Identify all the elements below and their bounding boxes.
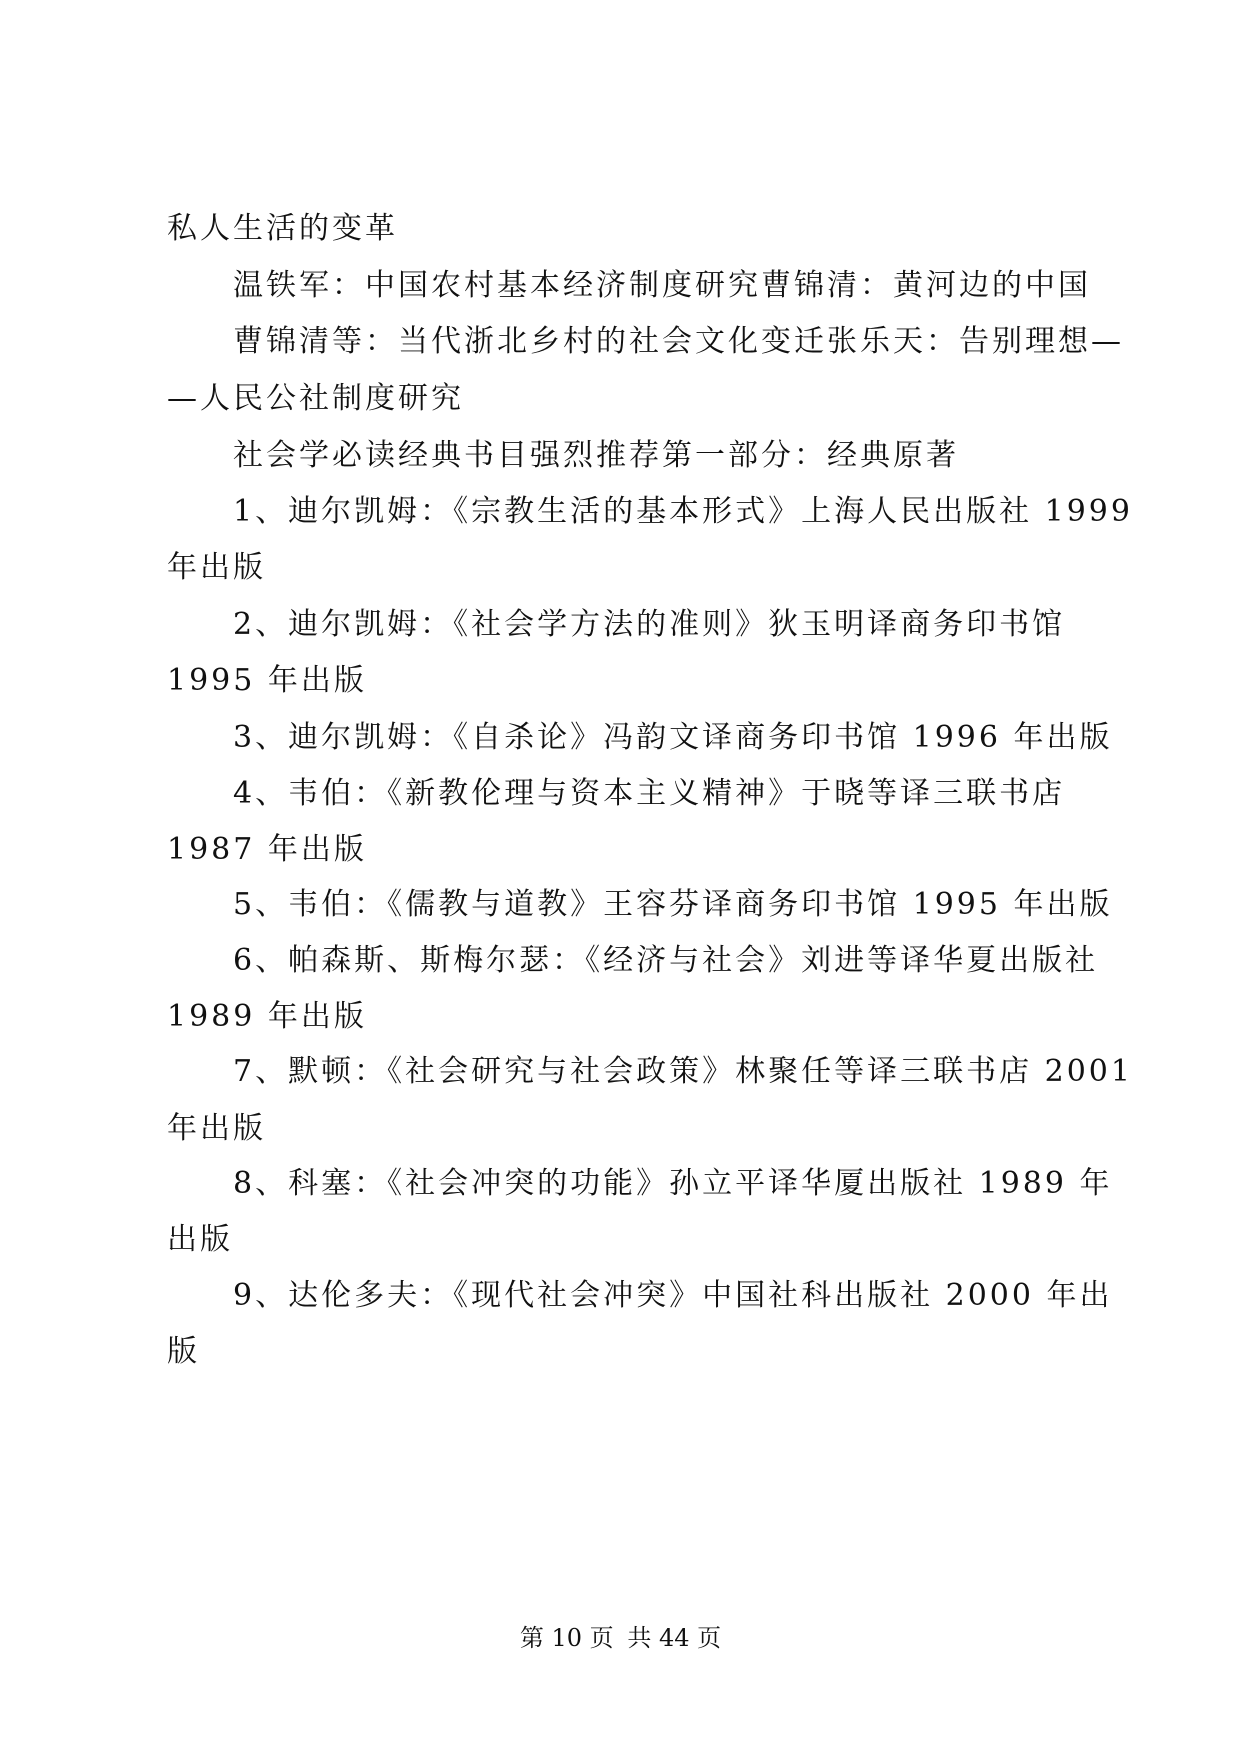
- text-line: —人民公社制度研究: [167, 381, 464, 416]
- text-line: 社会学必读经典书目强烈推荐第一部分：经典原著: [233, 438, 959, 473]
- list-item-continuation: 1995 年出版: [167, 663, 367, 698]
- list-item-continuation: 1987 年出版: [167, 832, 367, 867]
- list-item: 4、韦伯：《新教伦理与资本主义精神》于晓等译三联书店: [233, 776, 1066, 811]
- list-item-continuation: 出版: [167, 1222, 233, 1257]
- list-item: 9、达伦多夫：《现代社会冲突》中国社科出版社 2000 年出: [233, 1278, 1113, 1313]
- list-item-continuation: 年出版: [167, 550, 266, 585]
- text-line: 温铁军：中国农村基本经济制度研究曹锦清：黄河边的中国: [233, 268, 1091, 303]
- text-line: 私人生活的变革: [167, 211, 398, 246]
- list-item: 6、帕森斯、斯梅尔瑟：《经济与社会》刘进等译华夏出版社: [233, 943, 1099, 978]
- list-item: 2、迪尔凯姆：《社会学方法的准则》狄玉明译商务印书馆: [233, 607, 1066, 642]
- list-item: 5、韦伯：《儒教与道教》王容芬译商务印书馆 1995 年出版: [233, 887, 1113, 922]
- list-item-continuation: 1989 年出版: [167, 999, 367, 1034]
- list-item: 7、默顿：《社会研究与社会政策》林聚任等译三联书店 2001: [233, 1054, 1133, 1089]
- text-line: 曹锦清等：当代浙北乡村的社会文化变迁张乐天：告别理想—: [233, 324, 1124, 359]
- page-number: 第 10 页: [519, 1624, 614, 1652]
- list-item: 1、迪尔凯姆：《宗教生活的基本形式》上海人民出版社 1999: [233, 494, 1133, 529]
- list-item-continuation: 版: [167, 1334, 200, 1369]
- list-item: 8、科塞：《社会冲突的功能》孙立平译华厦出版社 1989 年: [233, 1166, 1113, 1201]
- page-footer: [0, 1623, 1241, 1653]
- page-total: 共 44 页: [627, 1624, 722, 1652]
- list-item: 3、迪尔凯姆：《自杀论》冯韵文译商务印书馆 1996 年出版: [233, 720, 1113, 755]
- list-item-continuation: 年出版: [167, 1111, 266, 1146]
